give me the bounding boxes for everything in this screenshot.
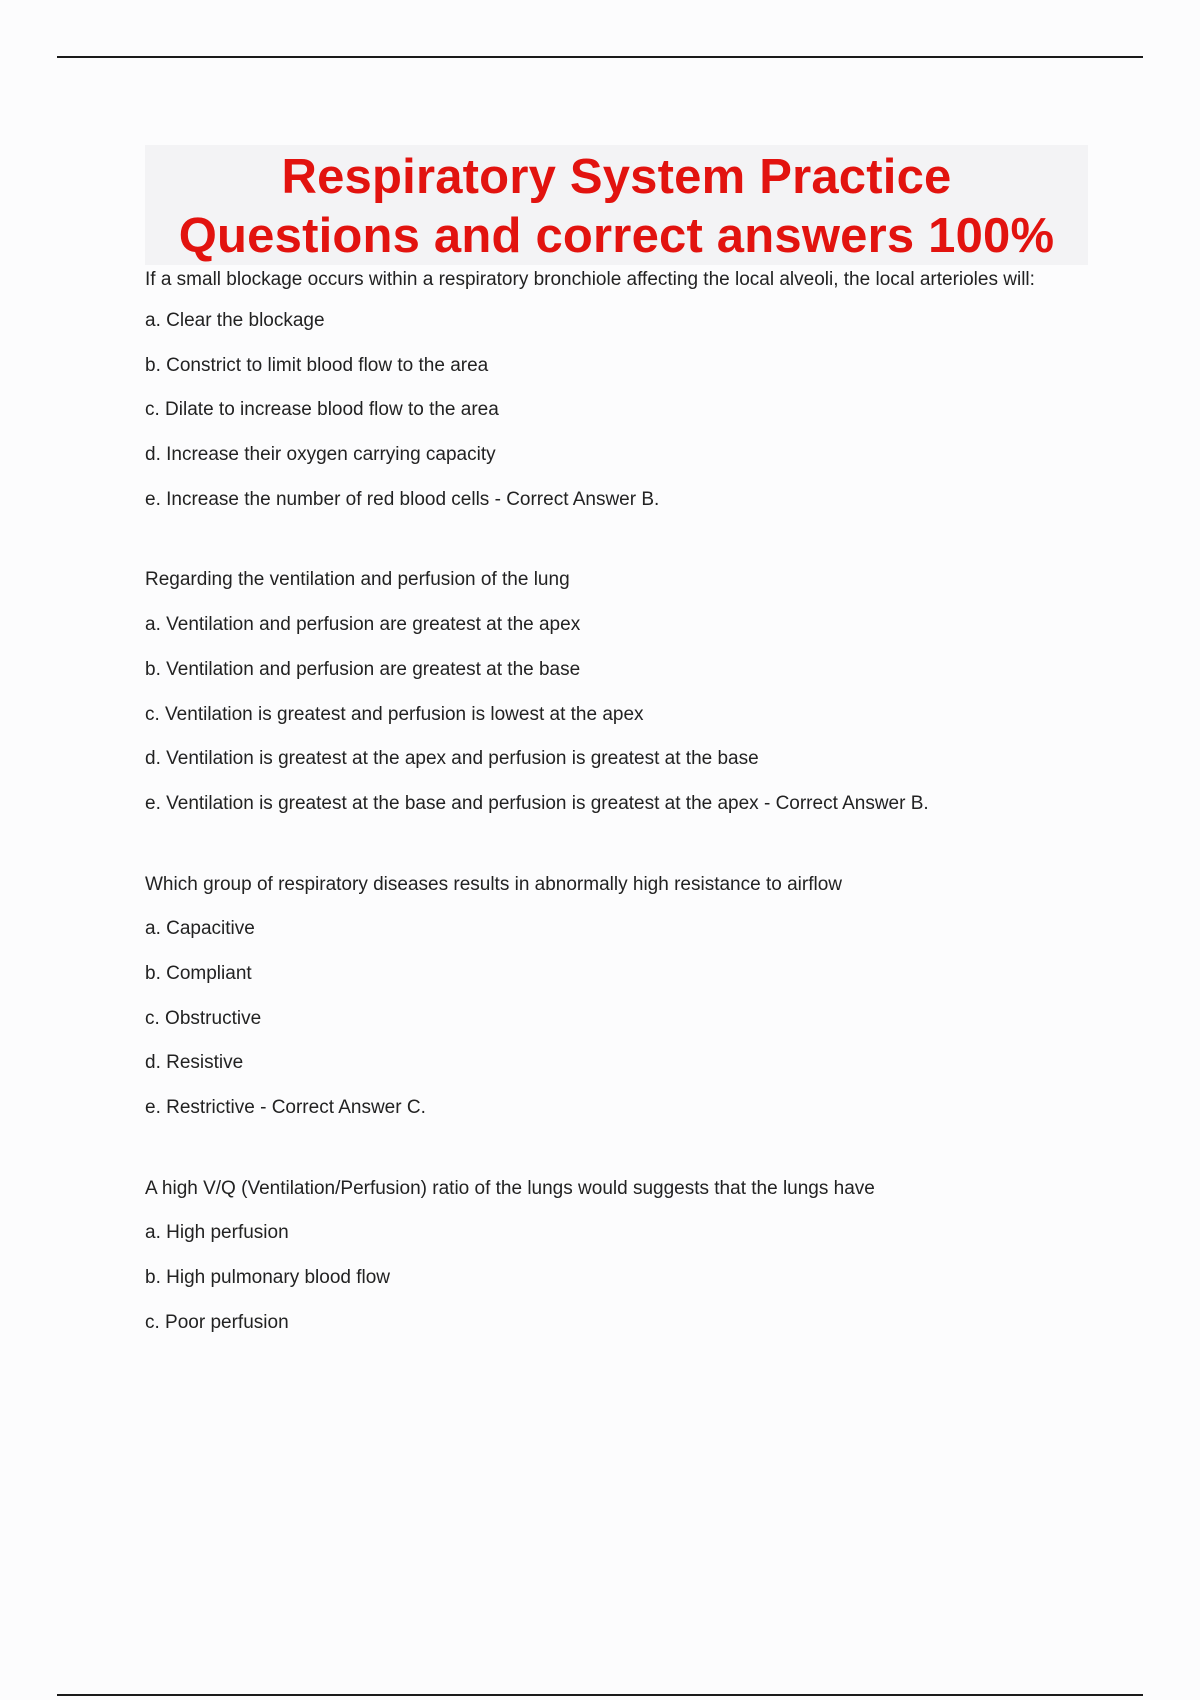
option-d: d. Ventilation is greatest at the apex and perfusion is greatest at the base: [145, 748, 759, 770]
questions-list: [145, 264, 1090, 1345]
option-a: a. Ventilation and perfusion are greatest at the apex: [145, 614, 581, 636]
option-a: a. High perfusion: [145, 1222, 289, 1244]
question-text: A high V/Q (Ventilation/Perfusion) ratio of the lungs would suggests that the lungs have: [145, 1177, 875, 1199]
question-block-1: [145, 264, 1090, 522]
option-b: b. Ventilation and perfusion are greatest at the base: [145, 658, 581, 680]
option-c: c. Poor perfusion: [145, 1311, 289, 1333]
title-banner: [145, 145, 1088, 265]
option-c: c. Obstructive: [145, 1007, 262, 1029]
option-d: d. Resistive: [145, 1052, 244, 1074]
header-rule: [57, 56, 1143, 58]
option-b: b. Constrict to limit blood flow to the area: [145, 354, 489, 376]
option-d: d. Increase their oxygen carrying capacity: [145, 444, 496, 466]
option-e: e. Restrictive - Correct Answer C.: [145, 1097, 426, 1118]
option-e: e. Increase the number of red blood cells - Correct Answer B.: [145, 488, 660, 510]
footer-rule: [57, 1694, 1143, 1696]
question-text: Which group of respiratory diseases results in abnormally high resistance to airflow: [145, 873, 842, 895]
question-block-2: [145, 558, 1090, 826]
document-title: [145, 145, 1088, 266]
option-a: a. Clear the blockage: [145, 310, 325, 331]
question-block-4: [145, 1167, 1090, 1346]
title-line-1: Respiratory System Practice: [281, 150, 952, 204]
option-c: c. Ventilation is greatest and perfusion is lowest at the apex: [145, 703, 644, 725]
title-line-2: Questions and correct answers 100%: [178, 209, 1055, 263]
question-text: Regarding the ventilation and perfusion of the lung: [145, 569, 570, 591]
option-e: e. Ventilation is greatest at the base and perfusion is greatest at the apex - Correct Answer B.: [145, 792, 929, 814]
option-b: b. Compliant: [145, 962, 252, 984]
question-block-3: [145, 863, 1090, 1131]
option-c: c. Dilate to increase blood flow to the area: [145, 399, 499, 421]
option-b: b. High pulmonary blood flow: [145, 1267, 391, 1289]
question-text: If a small blockage occurs within a respiratory bronchiole affecting the local alveoli, the local arterioles will:: [145, 269, 1035, 290]
option-a: a. Capacitive: [145, 918, 255, 940]
